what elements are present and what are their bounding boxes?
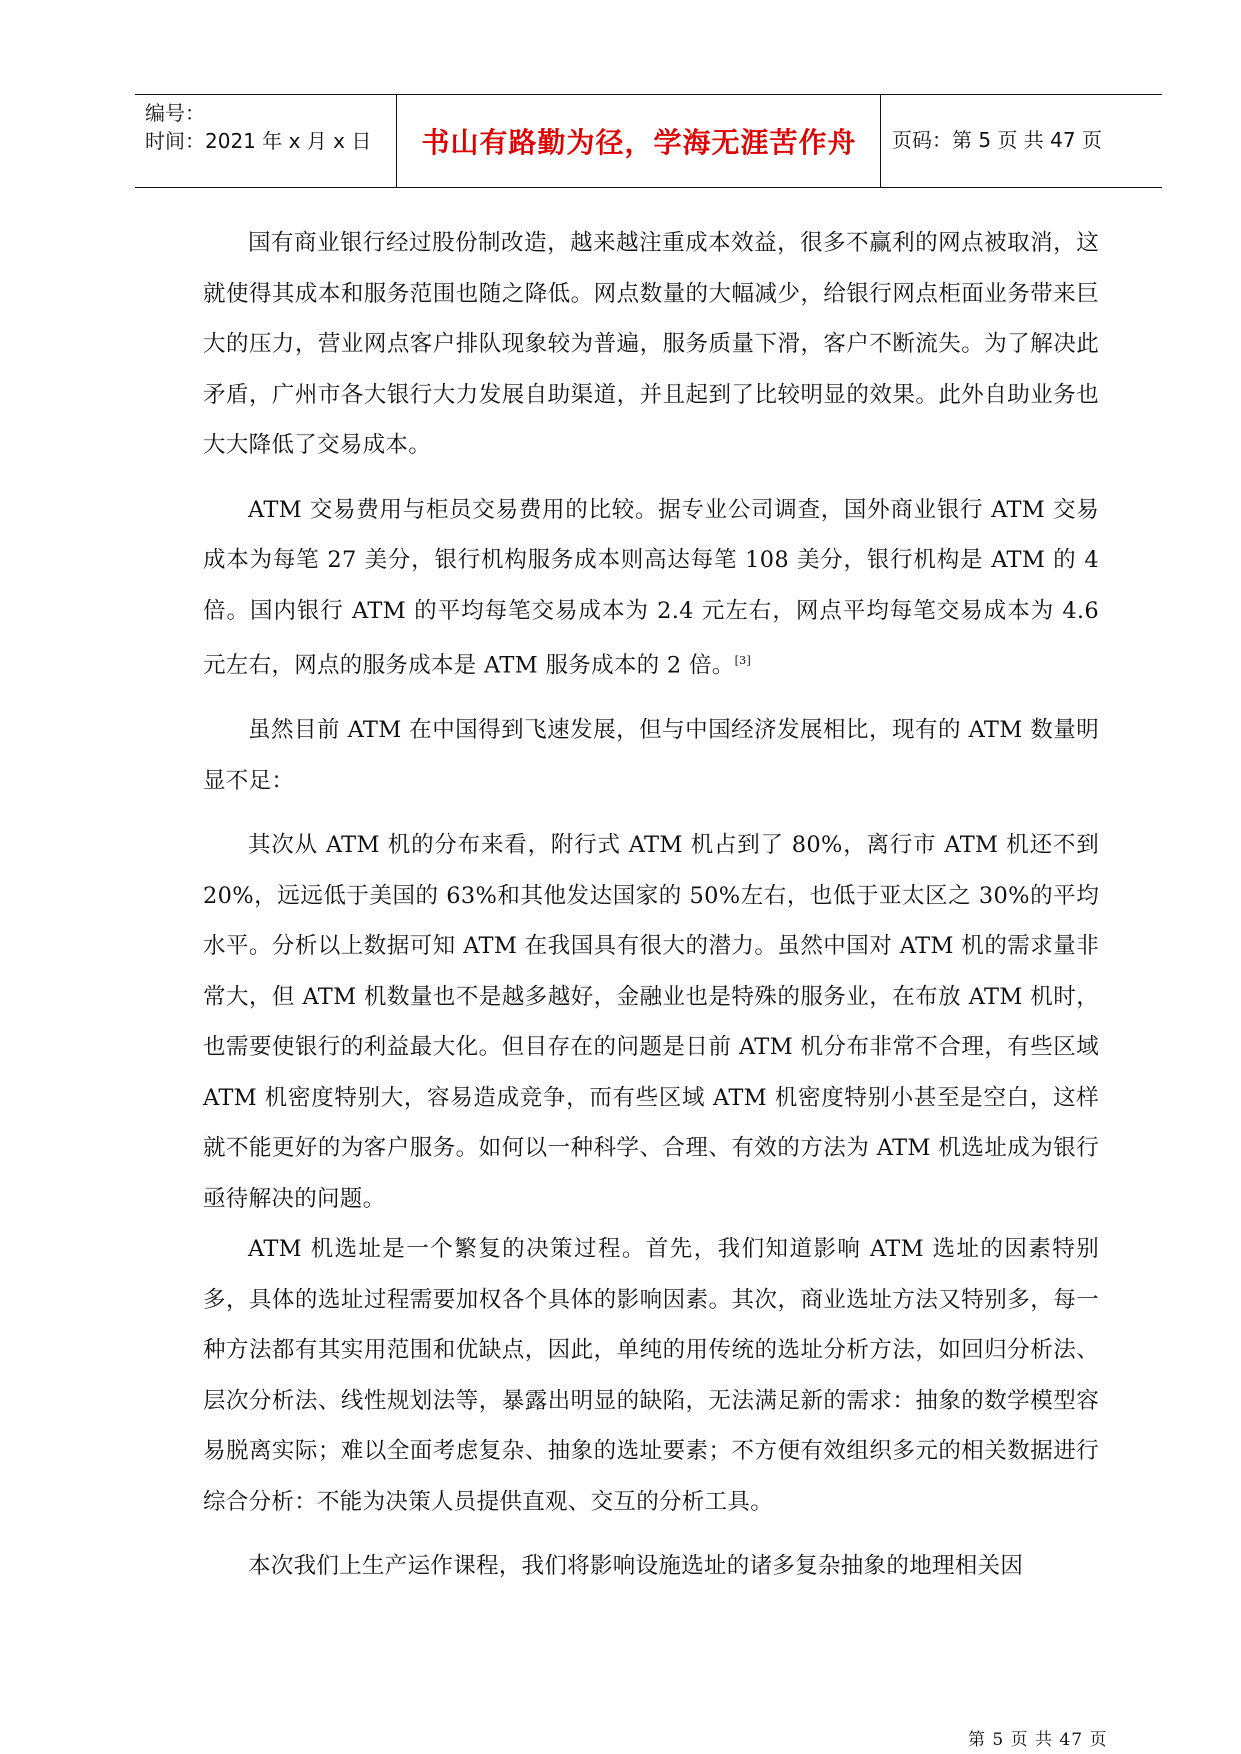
paragraph-2 [203,485,1099,692]
paragraph-2-text: ATM 交易费用与柜员交易费用的比较。据专业公司调查，国外商业银行 ATM 交易成本为每笔 27 美分，银行机构服务成本则高达每笔 108 美分，银行机构是 ATM 的 4 倍。国内银行 ATM 的平均每笔交易成本为 2.4 元左右，网点平均每笔交易成本为 4.6 元左右，网点的服务成本是 ATM 服务成本的 2 倍。 [203,496,1099,679]
header-divider-left [396,94,397,188]
paragraph-3: 虽然目前 ATM 在中国得到飞速发展，但与中国经济发展相比，现有的 ATM 数量明显不足： [203,717,1099,794]
paragraph-1: 国有商业银行经过股份制改造，越来越注重成本效益，很多不赢利的网点被取消，这就使得其成本和服务范围也随之降低。网点数量的大幅减少，给银行网点柜面业务带来巨大的压力，营业网点客户排队现象较为普遍，服务质量下滑，客户不断流失。为了解决此矛盾，广州市各大银行大力发展自助渠道，并且起到了比较明显的效果。此外自助业务也大大降低了交易成本。 [203,230,1099,458]
paragraph-4: 其次从 ATM 机的分布来看，附行式 ATM 机占到了 80%，离行市 ATM 机还不到 20%，远远低于美国的 63%和其他发达国家的 50%左右，也低于亚太区之 30%的平均水平。分析以上数据可知 ATM 在我国具有很大的潜力。虽然中国对 ATM 机的需求量非常大，但 ATM 机数量也不是越多越好，金融业也是特殊的服务业，在布放 ATM 机时，也需要使银行的利益最大化。但目存在的问题是日前 ATM 机分布非常不合理，有些区域 ATM 机密度特别大，容易造成竞争，而有些区域 ATM 机密度特别小甚至是空白，这样就不能更好的为客户服务。如何以一种科学、合理、有效的方法为 ATM 机选址成为银行亟待解决的问题。 [203,832,1099,1212]
page-header [135,94,1162,188]
citation-ref: [3] [734,654,752,667]
paragraph-6: 本次我们上生产运作课程，我们将影响设施选址的诸多复杂抽象的地理相关因 [248,1553,1024,1579]
page-footer: 第 5 页 共 47 页 [968,1730,1108,1750]
header-meta [145,99,371,155]
header-motto: 书山有路勤为径，学海无涯苦作舟 [421,126,857,159]
document-number-label: 编号： [145,101,205,125]
header-page-label: 页码：第 5 页 共 47 页 [892,128,1102,152]
document-body [203,218,1099,1592]
header-motto-cell [398,94,880,188]
header-divider-right [880,94,881,188]
document-time-label: 时间：2021 年 x 月 x 日 [145,129,372,153]
paragraph-5: ATM 机选址是一个繁复的决策过程。首先，我们知道影响 ATM 选址的因素特别多，具体的选址过程需要加权各个具体的影响因素。其次，商业选址方法又特别多，每一种方法都有其实用范围和优缺点，因此，单纯的用传统的选址分析方法，如回归分析法、层次分析法、线性规划法等，暴露出明显的缺陷，无法满足新的需求：抽象的数学模型容易脱离实际；难以全面考虑复杂、抽象的选址要素；不方便有效组织多元的相关数据进行综合分析：不能为决策人员提供直观、交互的分析工具。 [203,1236,1099,1515]
